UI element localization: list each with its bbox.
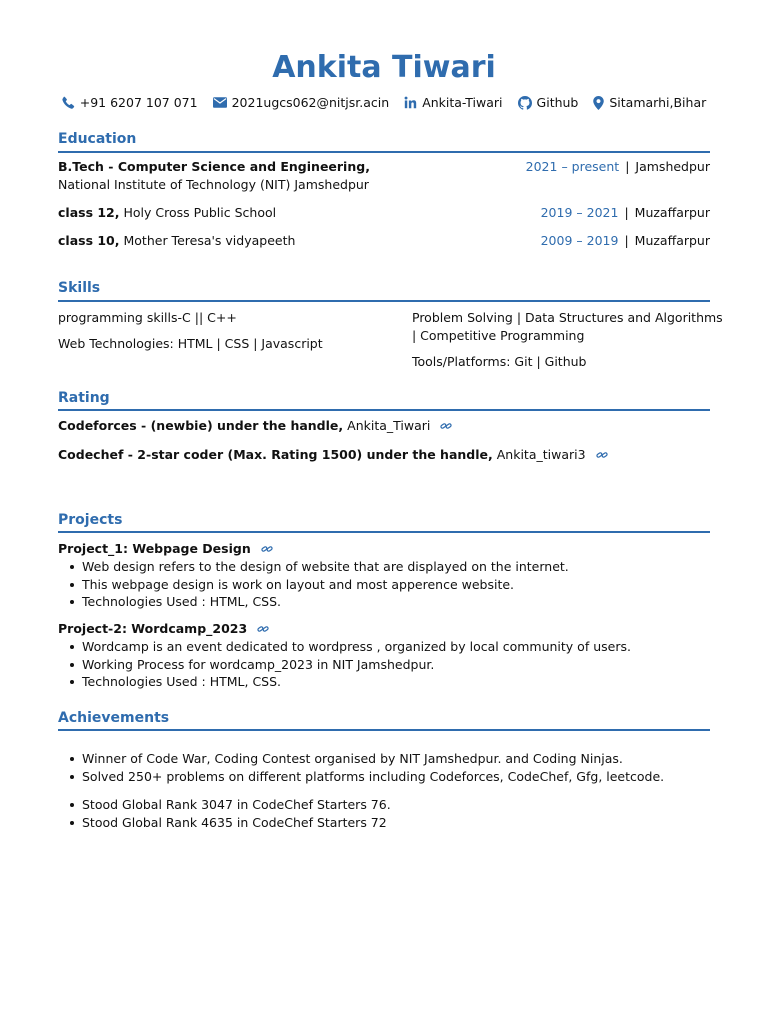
- email-text: 2021ugcs062@nitjsr.acin: [231, 95, 390, 110]
- contact-location: [593, 95, 706, 110]
- contact-bar: [0, 95, 768, 110]
- link-icon[interactable]: [261, 544, 273, 554]
- education-rule: [58, 151, 710, 153]
- list-item: Web design refers to the design of website that are displayed on the internet.: [82, 559, 569, 574]
- edu-btech-place: Jamshedpur: [635, 159, 710, 174]
- edu-class12-place: Muzaffarpur: [634, 205, 710, 220]
- contact-phone[interactable]: [62, 95, 198, 110]
- edu-btech-institute: National Institute of Technology (NIT) Jamshedpur: [58, 177, 369, 192]
- contact-email[interactable]: [213, 95, 390, 110]
- linkedin-text: Ankita-Tiwari: [422, 95, 503, 110]
- edu-btech-meta: 2021 – present | Jamshedpur: [525, 159, 710, 174]
- rating-codeforces: Codeforces - (newbie) under the handle, Ankita_Tiwari: [58, 418, 452, 433]
- education-heading: Education: [58, 131, 137, 147]
- skill-tools: Tools/Platforms: Git | Github: [412, 354, 587, 369]
- rating-heading: Rating: [58, 390, 110, 406]
- candidate-name: Ankita Tiwari: [272, 50, 496, 85]
- project-1-title: Project_1: Webpage Design: [58, 541, 273, 556]
- list-item: Working Process for wordcamp_2023 in NIT Jamshedpur.: [82, 656, 631, 674]
- contact-linkedin[interactable]: [404, 95, 502, 110]
- codechef-handle: Ankita_tiwari3: [496, 447, 586, 462]
- projects-rule: [58, 531, 710, 533]
- link-icon[interactable]: [440, 421, 452, 431]
- achievements-heading: Achievements: [58, 710, 170, 726]
- achievements-group-2: [58, 796, 391, 831]
- phone-icon: [62, 96, 75, 109]
- skills-heading: Skills: [58, 280, 101, 296]
- link-icon[interactable]: [596, 450, 608, 460]
- github-icon: [518, 96, 532, 110]
- skill-programming: programming skills-C || C++: [58, 310, 237, 325]
- location-text: Sitamarhi,Bihar: [609, 95, 707, 110]
- achievements-group-1: [58, 750, 664, 785]
- skills-rule: [58, 300, 710, 302]
- skill-competitive: | Competitive Programming: [412, 328, 585, 343]
- edu-class12-date: 2019 – 2021: [540, 205, 619, 220]
- project-2-title: Project-2: Wordcamp_2023: [58, 621, 269, 636]
- linkedin-icon: [404, 96, 417, 109]
- phone-text: +91 6207 107 071: [79, 95, 198, 110]
- list-item: Stood Global Rank 3047 in CodeChef Starters 76.: [82, 797, 391, 812]
- codeforces-handle: Ankita_Tiwari: [347, 418, 431, 433]
- achievements-rule: [58, 729, 710, 731]
- edu-class10: class 10, Mother Teresa's vidyapeeth: [58, 233, 296, 248]
- edu-class12: class 12, Holy Cross Public School: [58, 205, 277, 220]
- edu-btech-degree: B.Tech - Computer Science and Engineering,: [58, 159, 370, 174]
- rating-rule: [58, 409, 710, 411]
- list-item: Wordcamp is an event dedicated to wordpress , organized by local community of users.: [82, 639, 631, 654]
- skill-web: Web Technologies: HTML | CSS | Javascript: [58, 336, 323, 351]
- skill-problem-solving: Problem Solving | Data Structures and Algorithms: [412, 310, 723, 325]
- link-icon[interactable]: [257, 624, 269, 634]
- list-item: Solved 250+ problems on different platforms including Codeforces, CodeChef, Gfg, leetcode.: [82, 768, 665, 784]
- projects-heading: Projects: [58, 512, 123, 528]
- list-item: This webpage design is work on layout and most apperence website.: [82, 576, 569, 594]
- list-item: Technologies Used : HTML, CSS.: [82, 673, 631, 691]
- contact-github[interactable]: [518, 95, 579, 110]
- project-1-bullets: [58, 558, 569, 611]
- list-item: Stood Global Rank 4635 in CodeChef Starters 72: [82, 814, 391, 832]
- rating-codechef: Codechef - 2-star coder (Max. Rating 1500) under the handle, Ankita_tiwari3: [58, 447, 608, 462]
- edu-class12-meta: 2019 – 2021 | Muzaffarpur: [540, 205, 710, 220]
- envelope-icon: [213, 97, 227, 108]
- list-item: Winner of Code War, Coding Contest organised by NIT Jamshedpur. and Coding Ninjas.: [82, 750, 664, 768]
- edu-class10-place: Muzaffarpur: [634, 233, 710, 248]
- github-text: Github: [536, 95, 579, 110]
- project-2-bullets: [58, 638, 631, 691]
- location-pin-icon: [593, 96, 604, 110]
- edu-btech-date: 2021 – present: [525, 159, 620, 174]
- edu-class10-meta: 2009 – 2019 | Muzaffarpur: [540, 233, 710, 248]
- list-item: Technologies Used : HTML, CSS.: [82, 593, 569, 611]
- edu-class10-date: 2009 – 2019: [540, 233, 619, 248]
